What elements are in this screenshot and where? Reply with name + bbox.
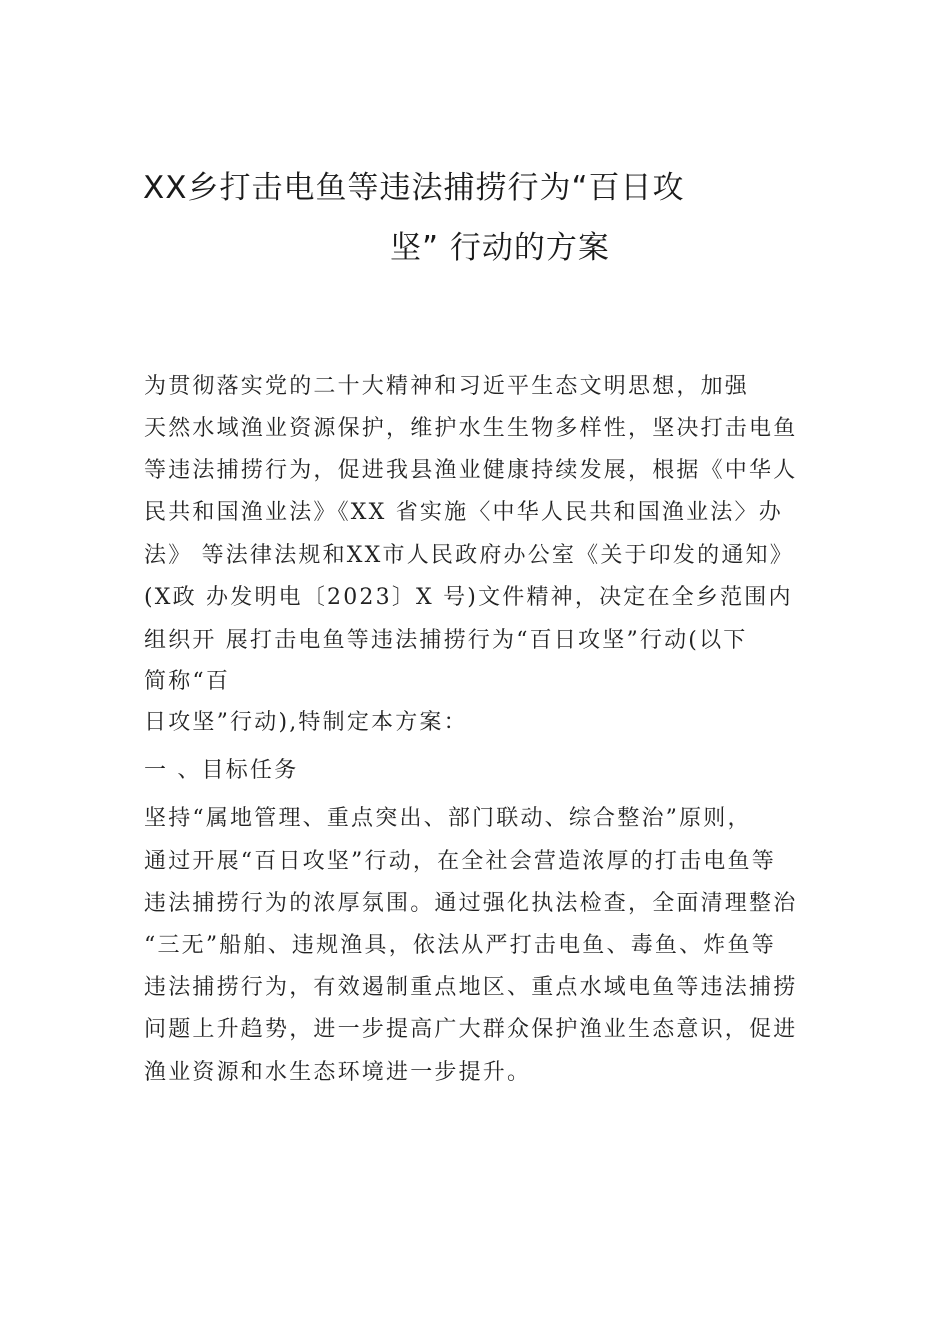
intro-line: 为贯彻落实党的二十大精神和习近平生态文明思想，加强 <box>144 374 750 399</box>
intro-line: 民共和国渔业法》《XX 省实施〈中华人民共和国渔业法〉办 <box>144 500 783 525</box>
intro-line: 日攻坚”行动),特制定本方案： <box>144 710 468 735</box>
intro-line: (X政 办发明电〔2023〕X 号)文件精神，决定在全乡范围内 <box>144 585 793 610</box>
intro-line: 组织开 展打击电鱼等违法捕捞行为“百日攻坚”行动(以下 <box>144 628 748 653</box>
section-line: “三无”船舶、违规渔具，依法从严打击电鱼、毒鱼、炸鱼等 <box>144 933 776 958</box>
section-line: 通过开展“百日攻坚”行动，在全社会营造浓厚的打击电鱼等 <box>144 849 776 874</box>
section-line: 问题上升趋势，进一步提高广大群众保护渔业生态意识，促进 <box>144 1017 798 1042</box>
intro-line: 法》 等法律法规和XX市人民政府办公室《关于印发的通知》 <box>144 543 794 568</box>
intro-line: 简称“百 <box>144 669 231 694</box>
intro-line: 等违法捕捞行为，促进我县渔业健康持续发展，根据《中华人 <box>144 458 798 483</box>
document-title-line-1: XX乡打击电鱼等违法捕捞行为“百日攻 <box>143 170 685 206</box>
intro-line: 天然水域渔业资源保护，维护水生生物多样性，坚决打击电鱼 <box>144 416 798 441</box>
section-heading: 一 、目标任务 <box>144 758 299 783</box>
section-line: 违法捕捞行为，有效遏制重点地区、重点水域电鱼等违法捕捞 <box>144 975 798 1000</box>
document-title-line-2: 坚” 行动的方案 <box>390 230 610 266</box>
section-line: 坚持“属地管理、重点突出、部门联动、综合整治”原则， <box>144 806 752 831</box>
section-line: 违法捕捞行为的浓厚氛围。通过强化执法检查，全面清理整治 <box>144 891 798 916</box>
section-line: 渔业资源和水生态环境进一步提升。 <box>144 1060 532 1085</box>
